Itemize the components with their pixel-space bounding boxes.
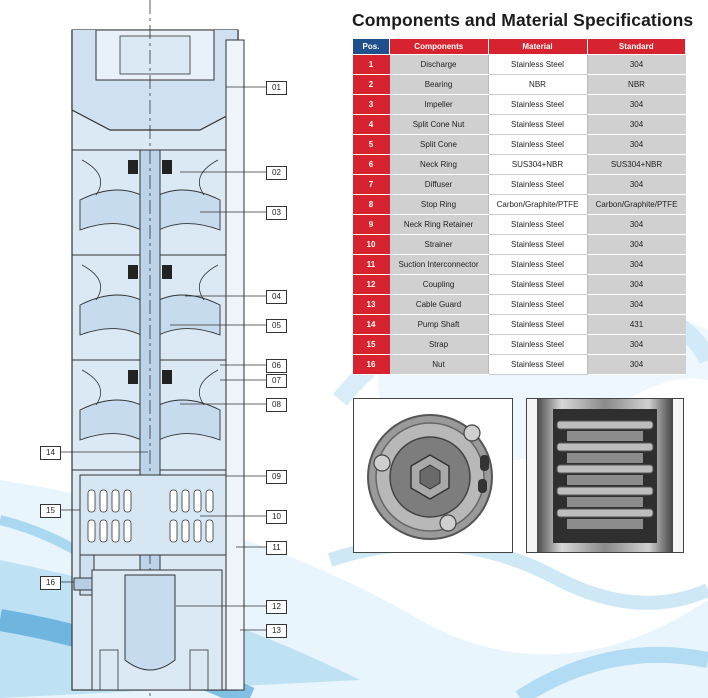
pos-cell: 4	[353, 115, 390, 135]
callout-12: 12	[266, 600, 287, 614]
standard-cell: Carbon/Graphite/PTFE	[587, 195, 686, 215]
standard-cell: 304	[587, 275, 686, 295]
callout-11: 11	[266, 541, 287, 555]
pos-cell: 5	[353, 135, 390, 155]
standard-cell: SUS304+NBR	[587, 155, 686, 175]
callout-01: 01	[266, 81, 287, 95]
material-cell: Stainless Steel	[488, 55, 587, 75]
component-cell: Cable Guard	[390, 295, 489, 315]
component-cell: Nut	[390, 355, 489, 375]
page-title: Components and Material Specifications	[352, 10, 694, 30]
component-cell: Impeller	[390, 95, 489, 115]
standard-cell: 431	[587, 315, 686, 335]
standard-cell: 304	[587, 355, 686, 375]
pos-cell: 10	[353, 235, 390, 255]
component-cell: Bearing	[390, 75, 489, 95]
standard-cell: 304	[587, 215, 686, 235]
table-row	[353, 115, 686, 135]
pos-cell: 1	[353, 55, 390, 75]
standard-cell: 304	[587, 295, 686, 315]
table-row	[353, 195, 686, 215]
pos-cell: 7	[353, 175, 390, 195]
callout-04: 04	[266, 290, 287, 304]
material-cell: Stainless Steel	[488, 215, 587, 235]
pump-end-view-photo	[353, 398, 513, 553]
material-cell: SUS304+NBR	[488, 155, 587, 175]
callout-09: 09	[266, 470, 287, 484]
spec-table-body	[353, 55, 686, 375]
pump-cross-section-diagram	[0, 0, 320, 698]
table-row	[353, 235, 686, 255]
table-row	[353, 255, 686, 275]
header-pos: Pos.	[353, 39, 390, 55]
component-cell: Split Cone Nut	[390, 115, 489, 135]
material-cell: Stainless Steel	[488, 95, 587, 115]
component-cell: Split Cone	[390, 135, 489, 155]
callout-07: 07	[266, 374, 287, 388]
callout-02: 02	[266, 166, 287, 180]
spec-table-header	[353, 39, 686, 55]
callout-13: 13	[266, 624, 287, 638]
standard-cell: 304	[587, 255, 686, 275]
pos-cell: 2	[353, 75, 390, 95]
callout-08: 08	[266, 398, 287, 412]
pump-impeller-stack-photo	[526, 398, 684, 553]
standard-cell: 304	[587, 95, 686, 115]
material-cell: Stainless Steel	[488, 135, 587, 155]
component-cell: Coupling	[390, 275, 489, 295]
table-row	[353, 135, 686, 155]
callout-14: 14	[40, 446, 61, 460]
pos-cell: 13	[353, 295, 390, 315]
callout-15: 15	[40, 504, 61, 518]
callout-05: 05	[266, 319, 287, 333]
pos-cell: 3	[353, 95, 390, 115]
header-material: Material	[488, 39, 587, 55]
spec-table	[352, 38, 686, 375]
component-cell: Neck Ring Retainer	[390, 215, 489, 235]
pos-cell: 11	[353, 255, 390, 275]
header-standard: Standard	[587, 39, 686, 55]
pos-cell: 12	[353, 275, 390, 295]
callout-10: 10	[266, 510, 287, 524]
callout-06: 06	[266, 359, 287, 373]
callout-03: 03	[266, 206, 287, 220]
standard-cell: 304	[587, 55, 686, 75]
table-row	[353, 155, 686, 175]
component-cell: Diffuser	[390, 175, 489, 195]
material-cell: Stainless Steel	[488, 355, 587, 375]
material-cell: Stainless Steel	[488, 315, 587, 335]
callout-16: 16	[40, 576, 61, 590]
material-cell: Stainless Steel	[488, 235, 587, 255]
material-cell: Stainless Steel	[488, 275, 587, 295]
table-row	[353, 215, 686, 235]
component-cell: Discharge	[390, 55, 489, 75]
component-cell: Stop Ring	[390, 195, 489, 215]
component-cell: Strap	[390, 335, 489, 355]
component-cell: Pump Shaft	[390, 315, 489, 335]
standard-cell: 304	[587, 135, 686, 155]
standard-cell: 304	[587, 115, 686, 135]
material-cell: NBR	[488, 75, 587, 95]
table-row	[353, 275, 686, 295]
table-row	[353, 315, 686, 335]
table-row	[353, 75, 686, 95]
material-cell: Carbon/Graphite/PTFE	[488, 195, 587, 215]
pos-cell: 14	[353, 315, 390, 335]
material-cell: Stainless Steel	[488, 335, 587, 355]
standard-cell: 304	[587, 175, 686, 195]
pos-cell: 16	[353, 355, 390, 375]
material-cell: Stainless Steel	[488, 255, 587, 275]
pos-cell: 15	[353, 335, 390, 355]
header-components: Components	[390, 39, 489, 55]
component-cell: Suction Interconnector	[390, 255, 489, 275]
table-row	[353, 295, 686, 315]
standard-cell: NBR	[587, 75, 686, 95]
standard-cell: 304	[587, 235, 686, 255]
pos-cell: 6	[353, 155, 390, 175]
pos-cell: 9	[353, 215, 390, 235]
material-cell: Stainless Steel	[488, 175, 587, 195]
table-row	[353, 335, 686, 355]
table-row	[353, 55, 686, 75]
component-cell: Strainer	[390, 235, 489, 255]
material-cell: Stainless Steel	[488, 115, 587, 135]
pos-cell: 8	[353, 195, 390, 215]
component-cell: Neck Ring	[390, 155, 489, 175]
material-cell: Stainless Steel	[488, 295, 587, 315]
standard-cell: 304	[587, 335, 686, 355]
table-row	[353, 355, 686, 375]
table-row	[353, 175, 686, 195]
table-row	[353, 95, 686, 115]
